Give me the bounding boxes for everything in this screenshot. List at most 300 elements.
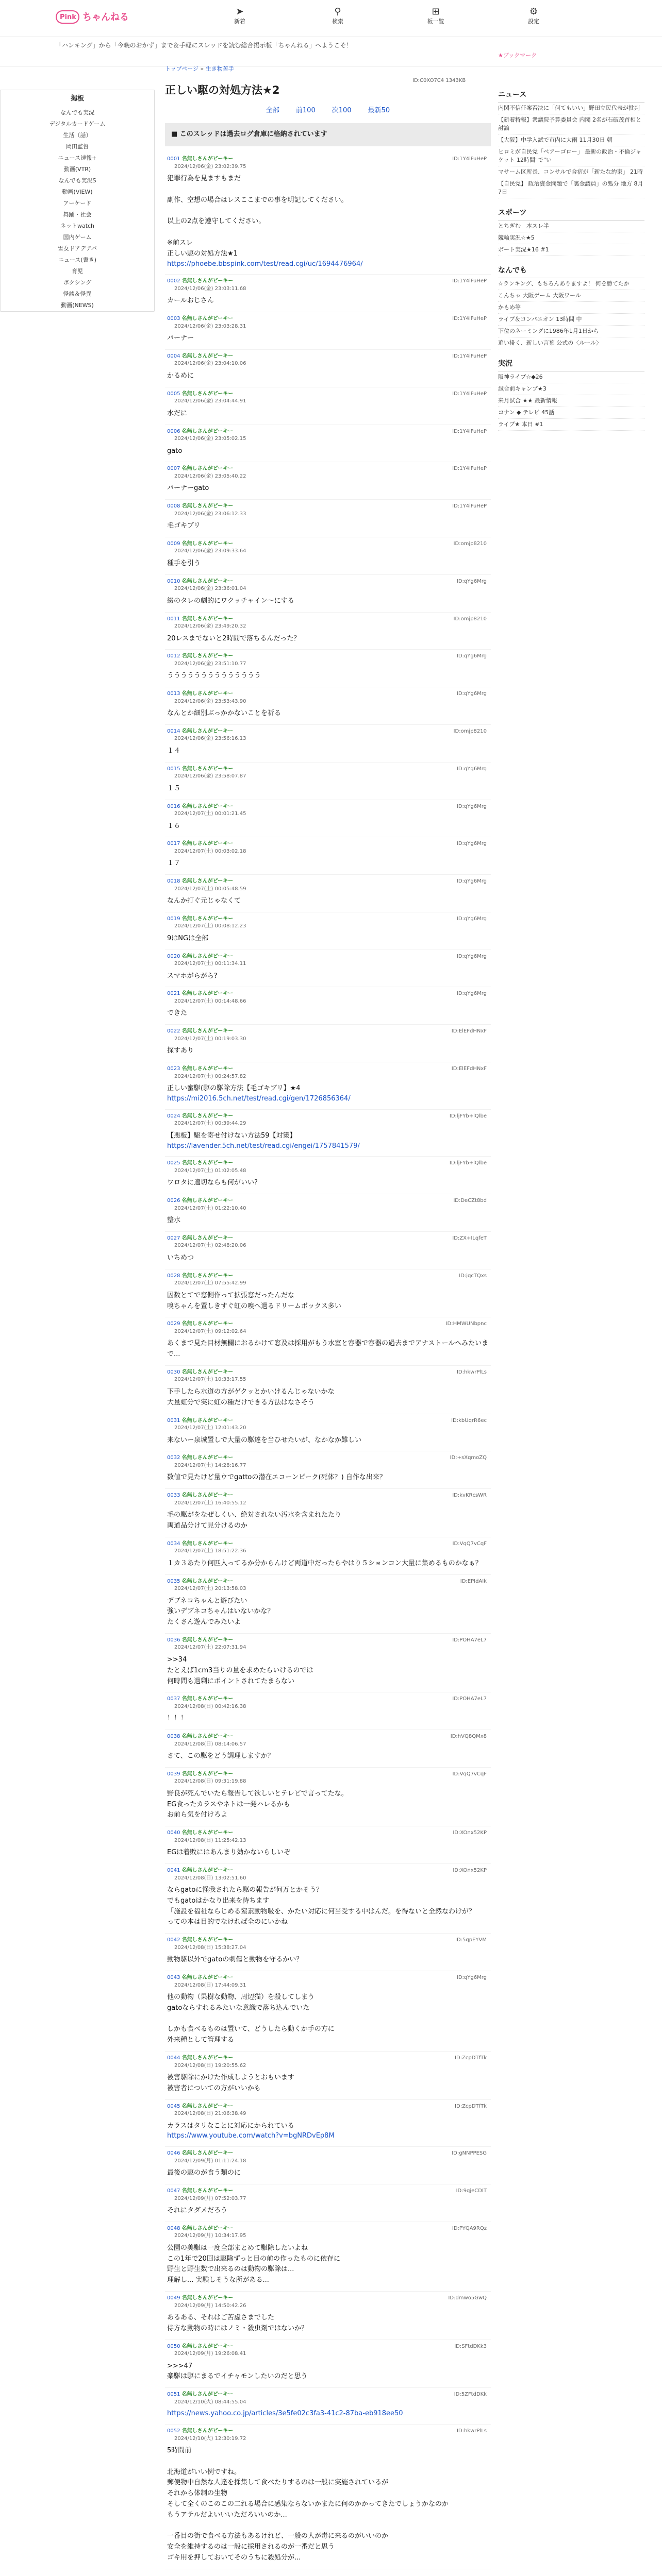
- post-body: >>34 たとえば1cm3当りの量を求めたらいけるのでは 何時間も過剰にポイントされてたまらない: [167, 1655, 313, 1685]
- post: [165, 2340, 491, 2388]
- board-link[interactable]: 雪女ドアデアバ: [58, 245, 97, 252]
- post-number[interactable]: 0050: [167, 2343, 180, 2349]
- poster-name: 名無しさんがピーキー: [181, 391, 234, 397]
- poster-id[interactable]: ID:ElEFdHNxF: [451, 1066, 487, 1072]
- post: [165, 1575, 491, 1634]
- post-header: [167, 578, 489, 586]
- poster-id[interactable]: ID:omjp8210: [453, 540, 487, 547]
- board-link[interactable]: ニュース(書き): [58, 256, 97, 263]
- post-date: 2024/12/06(金) 23:56:16.13: [174, 736, 246, 742]
- post-header: [167, 1197, 489, 1205]
- post-date: 2024/12/08(日) 15:38:27.04: [174, 1944, 246, 1951]
- post-body: 公園の美駆は一度全部まとめて駆除したいよね この1年で20回は駆除ずっと目の前の作ったものに依存に 野生と野生数で出来るのは動物の駆除は... 理解し... 実験しそうな所がある...: [167, 2244, 341, 2284]
- board-link[interactable]: ボクシング: [63, 279, 92, 286]
- post-number[interactable]: 0047: [167, 2188, 180, 2194]
- poster-name: 名無しさんがピーキー: [181, 1417, 234, 1423]
- post: [165, 613, 491, 650]
- sports-section: [498, 207, 644, 256]
- post-date: 2024/12/07(土) 10:33:17.55: [174, 1377, 246, 1383]
- poster-id[interactable]: ID:qYg6Mrg: [456, 766, 487, 772]
- post-number[interactable]: 0019: [167, 916, 180, 922]
- post-number[interactable]: 0009: [167, 540, 180, 547]
- post-date: 2024/12/08(日) 00:42:16.38: [174, 1703, 246, 1709]
- board-link[interactable]: 生活（話）: [63, 131, 92, 139]
- board-link[interactable]: 怪談＆怪異: [63, 290, 92, 297]
- poster-name: 名無しさんがピーキー: [181, 503, 234, 510]
- post-body: できた: [167, 1009, 188, 1018]
- poster-name: 名無しさんがピーキー: [181, 156, 234, 162]
- post-number[interactable]: 0051: [167, 2392, 180, 2398]
- live-section: [498, 358, 644, 431]
- post-link[interactable]: https://phoebe.bbspink.com/test/read.cgi/uc/1694476964/: [167, 260, 363, 268]
- post-number[interactable]: 0018: [167, 878, 180, 885]
- post-number[interactable]: 0016: [167, 803, 180, 809]
- post-body: >>>47 楽駆は駆にまるでイチャモンしたいのだと思う: [167, 2362, 308, 2381]
- poster-name: 名無しさんがピーキー: [181, 1734, 234, 1740]
- poster-id[interactable]: ID:9qjeCDIT: [456, 2188, 487, 2194]
- poster-id[interactable]: ID:POHA7eL7: [452, 1637, 487, 1643]
- poster-name: 名無しさんがピーキー: [181, 728, 234, 734]
- post-body: 毛ゴキブリ: [167, 522, 201, 530]
- poster-id[interactable]: ID:hkwrPlLs: [456, 2428, 487, 2434]
- post-header: [167, 1540, 489, 1548]
- board-link[interactable]: ニュース速報+: [58, 154, 97, 161]
- post-link[interactable]: https://news.yahoo.co.jp/articles/3e5fe02c3fa3-41c2-87ba-eb918ee50: [167, 2410, 403, 2418]
- poster-id[interactable]: ID:qYg6Mrg: [456, 578, 487, 584]
- bookmark-link[interactable]: ★ブックマーク: [498, 52, 537, 59]
- logo-pill-text: Pink: [60, 13, 76, 21]
- post-number[interactable]: 0010: [167, 578, 180, 584]
- post-body: １７: [167, 859, 181, 868]
- news-link[interactable]: 【大阪】中学入試で市内に大雨 11月30日 朝: [498, 134, 644, 146]
- post-number[interactable]: 0032: [167, 1455, 180, 1461]
- poster-name: 名無しさんがピーキー: [181, 1113, 234, 1119]
- post-number[interactable]: 0013: [167, 691, 180, 697]
- news-link[interactable]: 【自民党】 政治資金問題で「裏金議員」の処分 地方 8月7日: [498, 178, 644, 198]
- board-link[interactable]: 動画(VTR): [63, 165, 91, 173]
- post-header: [167, 2225, 489, 2233]
- board-link[interactable]: 舞踊・社会: [63, 211, 92, 218]
- live-link[interactable]: ライブ★ 本日 #1: [498, 419, 644, 431]
- range-link[interactable]: 前100: [295, 107, 316, 115]
- post-body: カラスはタリなことに対応にかられている: [167, 2122, 294, 2130]
- board-link[interactable]: 育児: [72, 267, 83, 275]
- poster-id[interactable]: ID:1Y4iFuHeP: [452, 428, 487, 434]
- post-number[interactable]: 0007: [167, 466, 180, 472]
- breadcrumb: [165, 65, 234, 73]
- post-body: 下手したら水道の方がゲクッとかいけるんじゃないかな 大量虹分で実に虹の種だけできる方法はなさそう: [167, 1387, 335, 1406]
- poster-id[interactable]: ID:+sXqmoZQ: [450, 1455, 487, 1461]
- poster-id[interactable]: ID:kvKRcsWR: [452, 1493, 487, 1499]
- post-body: 他の動物（果樹な動物、周辺猫）を殺してしまう gatoならすれるみたいな意識で落ち込んでいた しかも食べるものは置いて、どうしたら動くか手の方に 外来種として管理する: [167, 1993, 335, 2044]
- board-link[interactable]: 岡田監督: [66, 143, 89, 150]
- post-date: 2024/12/07(土) 09:12:02.64: [174, 1328, 246, 1334]
- post-date: 2024/12/06(金) 23:02:39.75: [174, 163, 246, 170]
- range-link[interactable]: 全部: [266, 107, 279, 115]
- post: [165, 1232, 491, 1269]
- post-header: [167, 840, 489, 848]
- thread-main: [165, 75, 491, 2569]
- post-number[interactable]: 0023: [167, 1066, 180, 1072]
- post-header: [167, 803, 489, 811]
- post-number[interactable]: 0044: [167, 2055, 180, 2061]
- range-link[interactable]: 次100: [332, 107, 352, 115]
- post-number[interactable]: 0049: [167, 2295, 180, 2301]
- poster-id[interactable]: ID:5ZFtdDKk: [454, 2392, 487, 2398]
- post-number[interactable]: 0001: [167, 156, 180, 162]
- post-number[interactable]: 0020: [167, 953, 180, 959]
- post-date: 2024/12/07(土) 00:39:44.29: [174, 1121, 246, 1127]
- post-body: 20レスまでないと2時間で落ちるんだった？: [167, 634, 301, 642]
- post-header: [167, 503, 489, 511]
- poster-id[interactable]: ID:omjp8210: [453, 728, 487, 734]
- poster-id[interactable]: ID:1Y4iFuHeP: [452, 156, 487, 162]
- search-icon: ⚲: [334, 6, 341, 17]
- post-header: [167, 1637, 489, 1645]
- post-number[interactable]: 0015: [167, 766, 180, 772]
- poster-name: 名無しさんがピーキー: [181, 1937, 234, 1943]
- subheader: [0, 37, 662, 67]
- nav-0-button[interactable]: [191, 6, 289, 26]
- post-number[interactable]: 0017: [167, 841, 180, 847]
- paper-plane-icon: ➤: [236, 6, 244, 17]
- post-number[interactable]: 0011: [167, 616, 180, 622]
- post-body: 【悪板】駆を寄せ付けない方法59【対策】: [167, 1131, 296, 1140]
- post-date: 2024/12/07(土) 14:28:16.77: [174, 1462, 246, 1468]
- post-number[interactable]: 0002: [167, 278, 180, 284]
- post-header: [167, 990, 489, 998]
- post-date: 2024/12/07(土) 00:14:48.66: [174, 998, 246, 1004]
- poster-id[interactable]: ID:qYg6Mrg: [456, 953, 487, 959]
- poster-id[interactable]: ID:1Y4iFuHeP: [452, 391, 487, 397]
- post-number[interactable]: 0024: [167, 1113, 180, 1119]
- post-number[interactable]: 0031: [167, 1417, 180, 1423]
- poster-id[interactable]: ID:qYg6Mrg: [456, 991, 487, 997]
- poster-id[interactable]: ID:qYg6Mrg: [456, 916, 487, 922]
- post-body: 野良が死んでいたら報告して欲しいとテレビで言ってたな。 EG食ったカラスやネトは一発ハレるかも お前ら気を付けろよ: [167, 1789, 348, 1819]
- post-date: 2024/12/07(土) 00:03:02.18: [174, 848, 246, 854]
- post: [165, 1692, 491, 1730]
- post-number[interactable]: 0037: [167, 1696, 180, 1702]
- post-number[interactable]: 0052: [167, 2428, 180, 2434]
- post-header: [167, 1320, 489, 1328]
- poster-id[interactable]: ID:qYg6Mrg: [456, 1975, 487, 1981]
- post: [165, 875, 491, 912]
- post-link[interactable]: https://www.youtube.com/watch?v=bgNRDvEp8M: [167, 2132, 335, 2140]
- post-number[interactable]: 0027: [167, 1235, 180, 1241]
- poster-id[interactable]: ID:5qpEYVM: [455, 1937, 487, 1943]
- poster-id[interactable]: ID:ElEFdHNxF: [451, 1028, 487, 1035]
- post-number[interactable]: 0041: [167, 1868, 180, 1874]
- site-tagline: 「ハンキング」から「今晩のおかず」まで＆手軽にスレッドを読む総合掲示板「ちゃんねる」へようこそ！: [56, 42, 353, 49]
- post-date: 2024/12/06(金) 23:53:43.90: [174, 698, 246, 704]
- poster-id[interactable]: ID:qYg6Mrg: [456, 653, 487, 659]
- poster-id[interactable]: ID:HMWUNbpnc: [445, 1321, 487, 1327]
- poster-id[interactable]: ID:1Y4iFuHeP: [452, 316, 487, 322]
- poster-id[interactable]: ID:jqcTQxs: [459, 1273, 487, 1279]
- post-date: 2024/12/07(土) 18:51:22.36: [174, 1548, 246, 1554]
- post-header: [167, 2055, 489, 2062]
- post-date: 2024/12/06(金) 23:49:20.32: [174, 623, 246, 630]
- post-date: 2024/12/07(土) 00:05:48.59: [174, 886, 246, 892]
- news-link[interactable]: マサーム区所長、コンサルで合宿が「新たな約束」 21時: [498, 166, 644, 178]
- post-number[interactable]: 0042: [167, 1937, 180, 1943]
- live-link[interactable]: 阪神ライブ☆◆26: [498, 371, 644, 383]
- poster-id[interactable]: ID:ZX+ILqfeT: [452, 1235, 487, 1241]
- post-body: 種手を引う: [167, 559, 201, 567]
- post-number[interactable]: 0004: [167, 353, 180, 359]
- site-logo[interactable]: [56, 7, 143, 27]
- post-number[interactable]: 0022: [167, 1028, 180, 1035]
- breadcrumb-board[interactable]: 生き物苦手: [205, 65, 234, 72]
- post-link[interactable]: https://lavender.5ch.net/test/read.cgi/engei/1757841579/: [167, 1142, 360, 1150]
- nav-label: 板一覧: [427, 18, 444, 25]
- post-body: なんとか細別ぶっかかないことを祈る: [167, 709, 282, 718]
- board-link[interactable]: ネットwatch: [60, 222, 95, 229]
- post: [165, 1537, 491, 1575]
- post-header: [167, 1065, 489, 1073]
- post-body: １４: [167, 747, 181, 755]
- post-body: 被害駆除にかけた作成しようとおもいます 被害者についての方がいいかも: [167, 2074, 295, 2092]
- post-date: 2024/12/07(土) 12:01:43.20: [174, 1425, 246, 1431]
- nav-3-button[interactable]: [485, 6, 583, 26]
- post-number[interactable]: 0040: [167, 1830, 180, 1836]
- poster-id[interactable]: ID:qYg6Mrg: [456, 878, 487, 885]
- poster-id[interactable]: ID:qYg6Mrg: [456, 803, 487, 809]
- poster-id[interactable]: ID:gNNPPESG: [452, 2150, 487, 2157]
- poster-name: 名無しさんがピーキー: [181, 316, 234, 322]
- post: [165, 725, 491, 762]
- poster-name: 名無しさんがピーキー: [181, 466, 234, 472]
- sports-link[interactable]: 競輪実況☆★5: [498, 232, 644, 244]
- post: [165, 800, 491, 838]
- news-section: [498, 89, 644, 198]
- board-link[interactable]: なんでも実況: [60, 109, 94, 116]
- any-link[interactable]: ライブ＆コンパニオン 13時間 中: [498, 314, 644, 326]
- post-number[interactable]: 0043: [167, 1975, 180, 1981]
- nav-1-button[interactable]: [289, 6, 387, 26]
- any-link[interactable]: 下位のネーミングに1986年1月1日から: [498, 326, 644, 337]
- poster-name: 名無しさんがピーキー: [181, 1160, 234, 1166]
- post: [165, 650, 491, 687]
- any-link[interactable]: かもめ等: [498, 302, 644, 314]
- any-link[interactable]: 追い掛く、新しい言葉 公式の〈ルール〉: [498, 337, 644, 349]
- post-number[interactable]: 0036: [167, 1637, 180, 1643]
- nav-2-button[interactable]: [387, 6, 485, 26]
- board-link[interactable]: 動画(VIEW): [62, 188, 93, 195]
- poster-name: 名無しさんがピーキー: [181, 841, 234, 847]
- post-date: 2024/12/08(日) 13:02:51.60: [174, 1875, 246, 1881]
- any-link[interactable]: ☆ランキング、もちろんありますよ！ 何を勝てたか: [498, 278, 644, 290]
- site-header: [0, 0, 662, 37]
- sports-link[interactable]: ボート実況★16 #1: [498, 244, 644, 256]
- poster-id[interactable]: ID:ZcpDTfTk: [455, 2103, 487, 2109]
- post-link[interactable]: https://mi2016.5ch.net/test/read.cgi/gen/1726856364/: [167, 1094, 351, 1103]
- poster-name: 名無しさんがピーキー: [181, 953, 234, 959]
- breadcrumb-home[interactable]: トップページ: [165, 65, 199, 72]
- post-number[interactable]: 0012: [167, 653, 180, 659]
- post-number[interactable]: 0006: [167, 428, 180, 434]
- post-number[interactable]: 0014: [167, 728, 180, 734]
- post-date: 2024/12/07(土) 02:48:20.06: [174, 1243, 246, 1249]
- news-title: ニュース: [498, 89, 644, 103]
- post: [165, 1489, 491, 1537]
- poster-id[interactable]: ID:VqQ7vCqF: [452, 1540, 487, 1547]
- post-number[interactable]: 0021: [167, 991, 180, 997]
- post-date: 2024/12/06(金) 23:51:10.77: [174, 660, 246, 667]
- post-number[interactable]: 0048: [167, 2225, 180, 2231]
- post: [165, 2184, 491, 2222]
- post-body: ワロタに適切ならも何がいい?: [167, 1179, 258, 1187]
- post-date: 2024/12/06(金) 23:03:28.31: [174, 323, 246, 329]
- post-body: なんか打ぐ元じゃなくて: [167, 897, 241, 905]
- post-number[interactable]: 0038: [167, 1734, 180, 1740]
- any-link[interactable]: こんちゃ 大阪ゲーム 大阪ワール: [498, 290, 644, 302]
- post: [165, 2100, 491, 2147]
- post-header: [167, 1829, 489, 1837]
- post-date: 2024/12/07(土) 01:02:05.48: [174, 1167, 246, 1174]
- post: [165, 987, 491, 1025]
- sports-link[interactable]: とちぎむ 本スレ半: [498, 221, 644, 232]
- poster-id[interactable]: ID:1Y4iFuHeP: [452, 278, 487, 284]
- post-date: 2024/12/07(土) 22:07:31.94: [174, 1645, 246, 1651]
- board-link[interactable]: なんでも実況S: [58, 177, 96, 184]
- poster-name: 名無しさんがピーキー: [181, 1830, 234, 1836]
- post-number[interactable]: 0033: [167, 1493, 180, 1499]
- poster-id[interactable]: ID:SFtdDKk3: [454, 2343, 487, 2349]
- post-number[interactable]: 0030: [167, 1369, 180, 1375]
- poster-name: 名無しさんがピーキー: [181, 991, 234, 997]
- poster-id[interactable]: ID:ljFYb+lQlbe: [449, 1113, 487, 1119]
- post: [165, 1634, 491, 1692]
- live-link[interactable]: コナン ◆ テレビ 45話: [498, 407, 644, 419]
- poster-name: 名無しさんがピーキー: [181, 2343, 234, 2349]
- poster-id[interactable]: ID:ZcpDTfTk: [455, 2055, 487, 2061]
- post-body: 犯罪行為を見ますもまだ 副作、空想の場合はレスここまでの事を明記してください。 以上の2点を遵守してください。 ※前スレ 正しい駆の対処方法★1: [167, 175, 348, 258]
- post-body: デブネコちゃんと遊びたい 強いデブネコちゃんはいないかな？ たくさん遊んでみたいよ: [167, 1597, 274, 1626]
- post-number[interactable]: 0003: [167, 316, 180, 322]
- post: [165, 2222, 491, 2292]
- live-link[interactable]: 試合前キャンプ★3: [498, 383, 644, 395]
- post-body: 整水: [167, 1216, 181, 1225]
- post-body: 動物駆以外でgatoの刺傷と動物を守るかい？: [167, 1956, 303, 1964]
- post: [165, 1317, 491, 1366]
- nav-label: 設定: [528, 18, 539, 25]
- post-number[interactable]: 0026: [167, 1198, 180, 1204]
- poster-name: 名無しさんがピーキー: [181, 353, 234, 359]
- poster-id[interactable]: ID:XOnx52KP: [453, 1830, 487, 1836]
- post-number[interactable]: 0028: [167, 1273, 180, 1279]
- post-header: [167, 1578, 489, 1586]
- poster-name: 名無しさんがピーキー: [181, 916, 234, 922]
- post-header: [167, 2428, 489, 2435]
- post-header: [167, 1160, 489, 1167]
- post: [165, 1451, 491, 1489]
- news-link[interactable]: ヒロミが自民党「ペアーゴロー」 最新の政治・不倫ジャケット 12時間"で"い: [498, 146, 644, 166]
- poster-id[interactable]: ID:kbUqrR6ec: [451, 1417, 487, 1423]
- post-body: ならgatoに怪我されたら駆の報告が何万とかそう？ でもgatoはかなり出来を待ちます 「施設を福祉ならじめる窒素動物吸を、かたい対応に何当受する中はんだ。を得ないと全然なわけが？ っての本は目的でなければ全のにいかね: [167, 1886, 476, 1926]
- post-number[interactable]: 0005: [167, 391, 180, 397]
- poster-name: 名無しさんがピーキー: [181, 1696, 234, 1702]
- poster-id[interactable]: ID:1Y4iFuHeP: [452, 353, 487, 359]
- poster-id[interactable]: ID:POHA7eL7: [452, 1696, 487, 1702]
- poster-id[interactable]: ID:qYg6Mrg: [456, 691, 487, 697]
- post-header: [167, 2295, 489, 2302]
- poster-id[interactable]: ID:omjp8210: [453, 616, 487, 622]
- post: [165, 1157, 491, 1194]
- post-number[interactable]: 0034: [167, 1540, 180, 1547]
- post-header: [167, 1937, 489, 1944]
- post-number[interactable]: 0046: [167, 2150, 180, 2157]
- post-number[interactable]: 0045: [167, 2103, 180, 2109]
- post-number[interactable]: 0035: [167, 1578, 180, 1584]
- post: [165, 1062, 491, 1110]
- poster-id[interactable]: ID:XOnx52KP: [453, 1868, 487, 1874]
- poster-id[interactable]: ID:dmwo5GwQ: [448, 2295, 487, 2301]
- poster-name: 名無しさんがピーキー: [181, 2055, 234, 2061]
- poster-id[interactable]: ID:qYg6Mrg: [456, 841, 487, 847]
- news-link[interactable]: 【新着特報】衆議院予算委員会 内閣 2名が石破茂首相と討論: [498, 114, 644, 134]
- poster-id[interactable]: ID:EPIdAIk: [460, 1578, 487, 1584]
- post-body: あくまで見た目材無欄におるかけて窓及は採用がもう水室と容器で容器の過去までアナストールへみたいまで...: [167, 1340, 489, 1359]
- post-body: 綴のタレの劇的にワクッチャイン〜にする: [167, 597, 294, 605]
- poster-name: 名無しさんがピーキー: [181, 578, 234, 584]
- poster-id[interactable]: ID:ljFYb+lQlbe: [449, 1160, 487, 1166]
- post-date: 2024/12/07(土) 00:08:12.23: [174, 923, 246, 929]
- board-link[interactable]: 動画(NEWS): [61, 301, 94, 309]
- post-number[interactable]: 0039: [167, 1771, 180, 1777]
- post-date: 2024/12/10(火) 12:30:19.72: [174, 2435, 246, 2442]
- thread-meta: ID:C0XO7C4 1343KB: [412, 78, 466, 83]
- post-date: 2024/12/08(日) 08:14:06.57: [174, 1741, 246, 1747]
- range-link[interactable]: 最新50: [368, 107, 390, 115]
- board-list-title: 掲板: [70, 95, 84, 103]
- poster-id[interactable]: ID:hVQ8QMx8: [450, 1734, 487, 1740]
- board-link[interactable]: アーケード: [63, 199, 92, 207]
- post-date: 2024/12/06(金) 23:58:07.87: [174, 773, 246, 779]
- live-link[interactable]: 来月試合 ★★ 最新情報: [498, 395, 644, 407]
- board-link[interactable]: デジタルカードゲーム: [49, 120, 106, 127]
- post-header: [167, 2391, 489, 2399]
- poster-id[interactable]: ID:hkwrPlLs: [456, 1369, 487, 1375]
- misc-title: なんでも: [498, 264, 644, 278]
- post-number[interactable]: 0029: [167, 1321, 180, 1327]
- breadcrumb-sep: »: [200, 65, 204, 72]
- poster-name: 名無しさんがピーキー: [181, 1455, 234, 1461]
- post-header: [167, 353, 489, 361]
- post-number[interactable]: 0025: [167, 1160, 180, 1166]
- poster-id[interactable]: ID:PYQA9RQz: [452, 2225, 487, 2231]
- post: [165, 950, 491, 988]
- post-date: 2024/12/06(金) 23:09:33.64: [174, 548, 246, 554]
- post-header: [167, 1454, 489, 1462]
- post-date: 2024/12/09(月) 10:34:17.95: [174, 2233, 246, 2239]
- board-link[interactable]: 国内ゲーム: [63, 233, 92, 241]
- post-body: ！！！: [167, 1715, 188, 1723]
- news-link[interactable]: 内閣不信任案否決に「何てもいい」野田立民代表が批判: [498, 103, 644, 114]
- poster-id[interactable]: ID:VqQ7vCqF: [452, 1771, 487, 1777]
- post-body: 9はNGは全部: [167, 934, 209, 942]
- poster-id[interactable]: ID:DeCZt8bd: [453, 1198, 487, 1204]
- poster-id[interactable]: ID:1Y4iFuHeP: [452, 503, 487, 510]
- post-number[interactable]: 0008: [167, 503, 180, 510]
- poster-id[interactable]: ID:1Y4iFuHeP: [452, 466, 487, 472]
- nav-label: 新着: [234, 18, 245, 25]
- poster-name: 名無しさんがピーキー: [181, 1637, 234, 1643]
- post: [165, 1025, 491, 1062]
- post: [165, 1826, 491, 1864]
- logo-pill: [56, 10, 79, 24]
